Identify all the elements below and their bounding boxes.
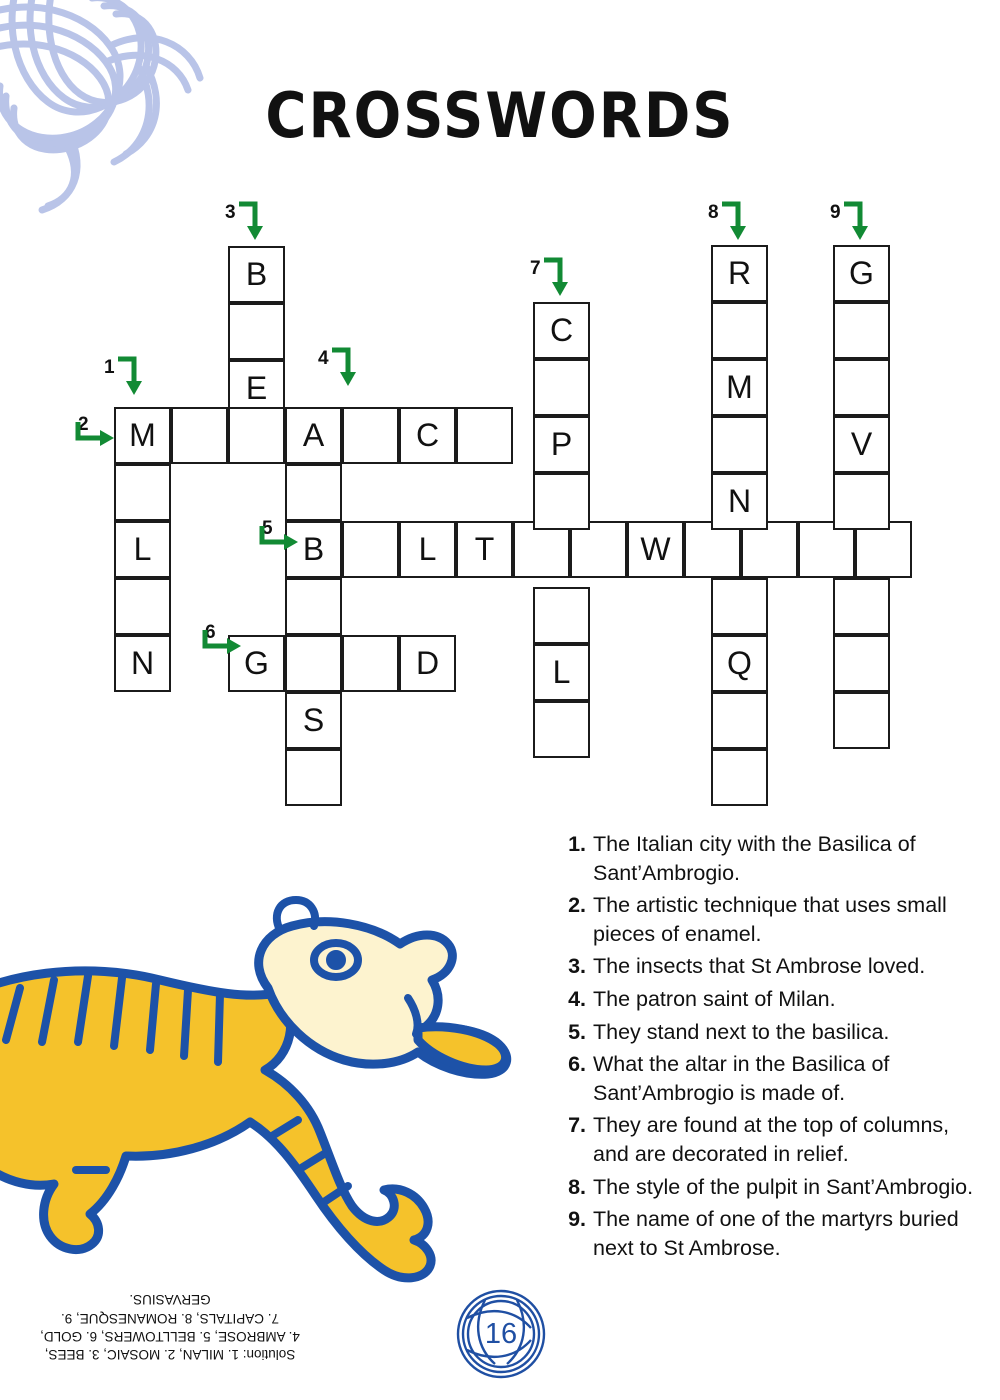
crossword-cell[interactable] (711, 692, 768, 749)
crossword-cell[interactable]: G (833, 245, 890, 302)
clue-number-marker: 2 (78, 414, 89, 435)
page-number-badge (455, 1288, 547, 1380)
clue-item-number: 3. (568, 954, 586, 979)
arrow-down-icon (328, 344, 374, 390)
clue-item (560, 1050, 980, 1107)
arrow-down-icon (114, 353, 160, 399)
crossword-cell[interactable]: L (399, 521, 456, 578)
crossword-cell[interactable]: S (285, 692, 342, 749)
clue-item (560, 1205, 980, 1262)
clue-item-number: 1. (568, 832, 586, 856)
crossword-cell[interactable] (833, 359, 890, 416)
crossword-cell[interactable] (342, 521, 399, 578)
crossword-cell[interactable] (533, 359, 590, 416)
crossword-cell[interactable]: M (711, 359, 768, 416)
crossword-cell[interactable]: A (285, 407, 342, 464)
crossword-cell[interactable] (711, 749, 768, 806)
crossword-cell[interactable]: T (456, 521, 513, 578)
crossword-cell[interactable]: B (228, 246, 285, 303)
arrow-down-icon (540, 254, 586, 300)
crossword-cell[interactable]: V (833, 416, 890, 473)
crossword-cell[interactable] (285, 749, 342, 806)
crossword-cell[interactable]: W (627, 521, 684, 578)
crossword-cell[interactable] (285, 635, 342, 692)
crossword-cell[interactable] (285, 578, 342, 635)
crossword-cell[interactable] (533, 473, 590, 530)
crossword-cell[interactable] (711, 416, 768, 473)
clue-item (560, 1018, 980, 1047)
clue-number-marker: 1 (104, 357, 115, 378)
arrow-down-icon (718, 198, 764, 244)
clue-item-text: They are found at the top of columns, and are decorated in relief. (593, 1113, 950, 1166)
clue-number-marker: 5 (262, 518, 273, 539)
crossword-cell[interactable] (342, 635, 399, 692)
crossword-cell[interactable] (833, 578, 890, 635)
clue-item (560, 830, 980, 887)
crossword-cell[interactable] (456, 407, 513, 464)
clue-item (560, 891, 980, 948)
crossword-cell[interactable] (114, 578, 171, 635)
clue-item (560, 985, 980, 1014)
crossword-cell[interactable]: C (399, 407, 456, 464)
clue-item-number: 8. (568, 1174, 586, 1199)
crossword-cell[interactable]: L (114, 521, 171, 578)
clue-item (560, 1173, 980, 1202)
crossword-cell[interactable]: N (114, 635, 171, 692)
clue-item-number: 4. (568, 986, 586, 1011)
clue-item-number: 5. (568, 1019, 586, 1044)
clue-item-text: What the altar in the Basilica of Sant’Ambrogio is made of. (593, 1052, 890, 1105)
clue-number-marker: 6 (205, 622, 216, 643)
crossword-cell[interactable]: L (533, 644, 590, 701)
crossword-cell[interactable]: D (399, 635, 456, 692)
clue-item (560, 1111, 980, 1168)
tiger-illustration (0, 870, 560, 1290)
clue-number-marker: 3 (225, 202, 236, 223)
clue-item-text: They stand next to the basilica. (593, 1019, 890, 1044)
crossword-cell[interactable] (711, 578, 768, 635)
clue-item-number: 6. (568, 1052, 586, 1077)
crossword-cell[interactable] (833, 473, 890, 530)
clue-item-text: The style of the pulpit in Sant’Ambrogio. (593, 1174, 974, 1199)
crossword-cell[interactable]: G (228, 635, 285, 692)
page-number: 16 (484, 1317, 518, 1350)
solution-text: Solution: 1. MILAN, 2. MOSAIC, 3. BEES, 4. AMBROSE, 5. BELLTOWERS, 6. GOLD, 7. CAPITALS, 8. ROMANESQUE, 9. GERVASIUS. (40, 1292, 300, 1362)
crossword-cell[interactable] (533, 587, 590, 644)
clue-item-text: The Italian city with the Basilica of Sant’Ambrogio. (593, 832, 916, 885)
crossword-cell[interactable] (114, 464, 171, 521)
arrow-right-icon (72, 418, 118, 464)
clue-number-marker: 8 (708, 202, 719, 223)
crossword-cell[interactable]: P (533, 416, 590, 473)
crossword-cell[interactable] (228, 303, 285, 360)
clue-item-text: The insects that St Ambrose loved. (593, 954, 926, 979)
arrow-down-icon (840, 198, 886, 244)
clue-number-marker: 7 (530, 258, 541, 279)
clue-number-marker: 4 (318, 348, 329, 369)
crossword-cell[interactable] (342, 407, 399, 464)
arrow-right-icon (256, 522, 302, 568)
crossword-cell[interactable] (711, 302, 768, 359)
crossword-cell[interactable]: M (114, 407, 171, 464)
crossword-cell[interactable]: B (285, 521, 342, 578)
clue-item-text: The artistic technique that uses small pieces of enamel. (593, 893, 947, 946)
crossword-cell[interactable] (533, 701, 590, 758)
crossword-cell[interactable]: C (533, 302, 590, 359)
clue-item-number: 2. (568, 893, 586, 918)
crossword-cell[interactable]: R (711, 245, 768, 302)
crossword-cell[interactable] (833, 692, 890, 749)
crossword-cell[interactable] (171, 407, 228, 464)
arrow-down-icon (235, 198, 281, 244)
crossword-cell[interactable]: Q (711, 635, 768, 692)
page-title: CROSSWORDS (265, 80, 735, 153)
crossword-cell[interactable] (833, 635, 890, 692)
crossword-cell[interactable] (228, 407, 285, 464)
crossword-cell[interactable] (285, 464, 342, 521)
clue-item-number: 7. (568, 1113, 586, 1138)
clue-item-text: The patron saint of Milan. (593, 986, 836, 1011)
clue-list (560, 830, 980, 1266)
crossword-cell[interactable]: N (711, 473, 768, 530)
crossword-cell[interactable]: E (228, 360, 285, 417)
clue-item (560, 952, 980, 981)
clue-number-marker: 9 (830, 202, 841, 223)
clue-item-text: The name of one of the martyrs buried next to St Ambrose. (593, 1207, 959, 1260)
clue-item-number: 9. (568, 1207, 586, 1232)
crossword-cell[interactable] (833, 302, 890, 359)
arrow-right-icon (199, 626, 245, 672)
